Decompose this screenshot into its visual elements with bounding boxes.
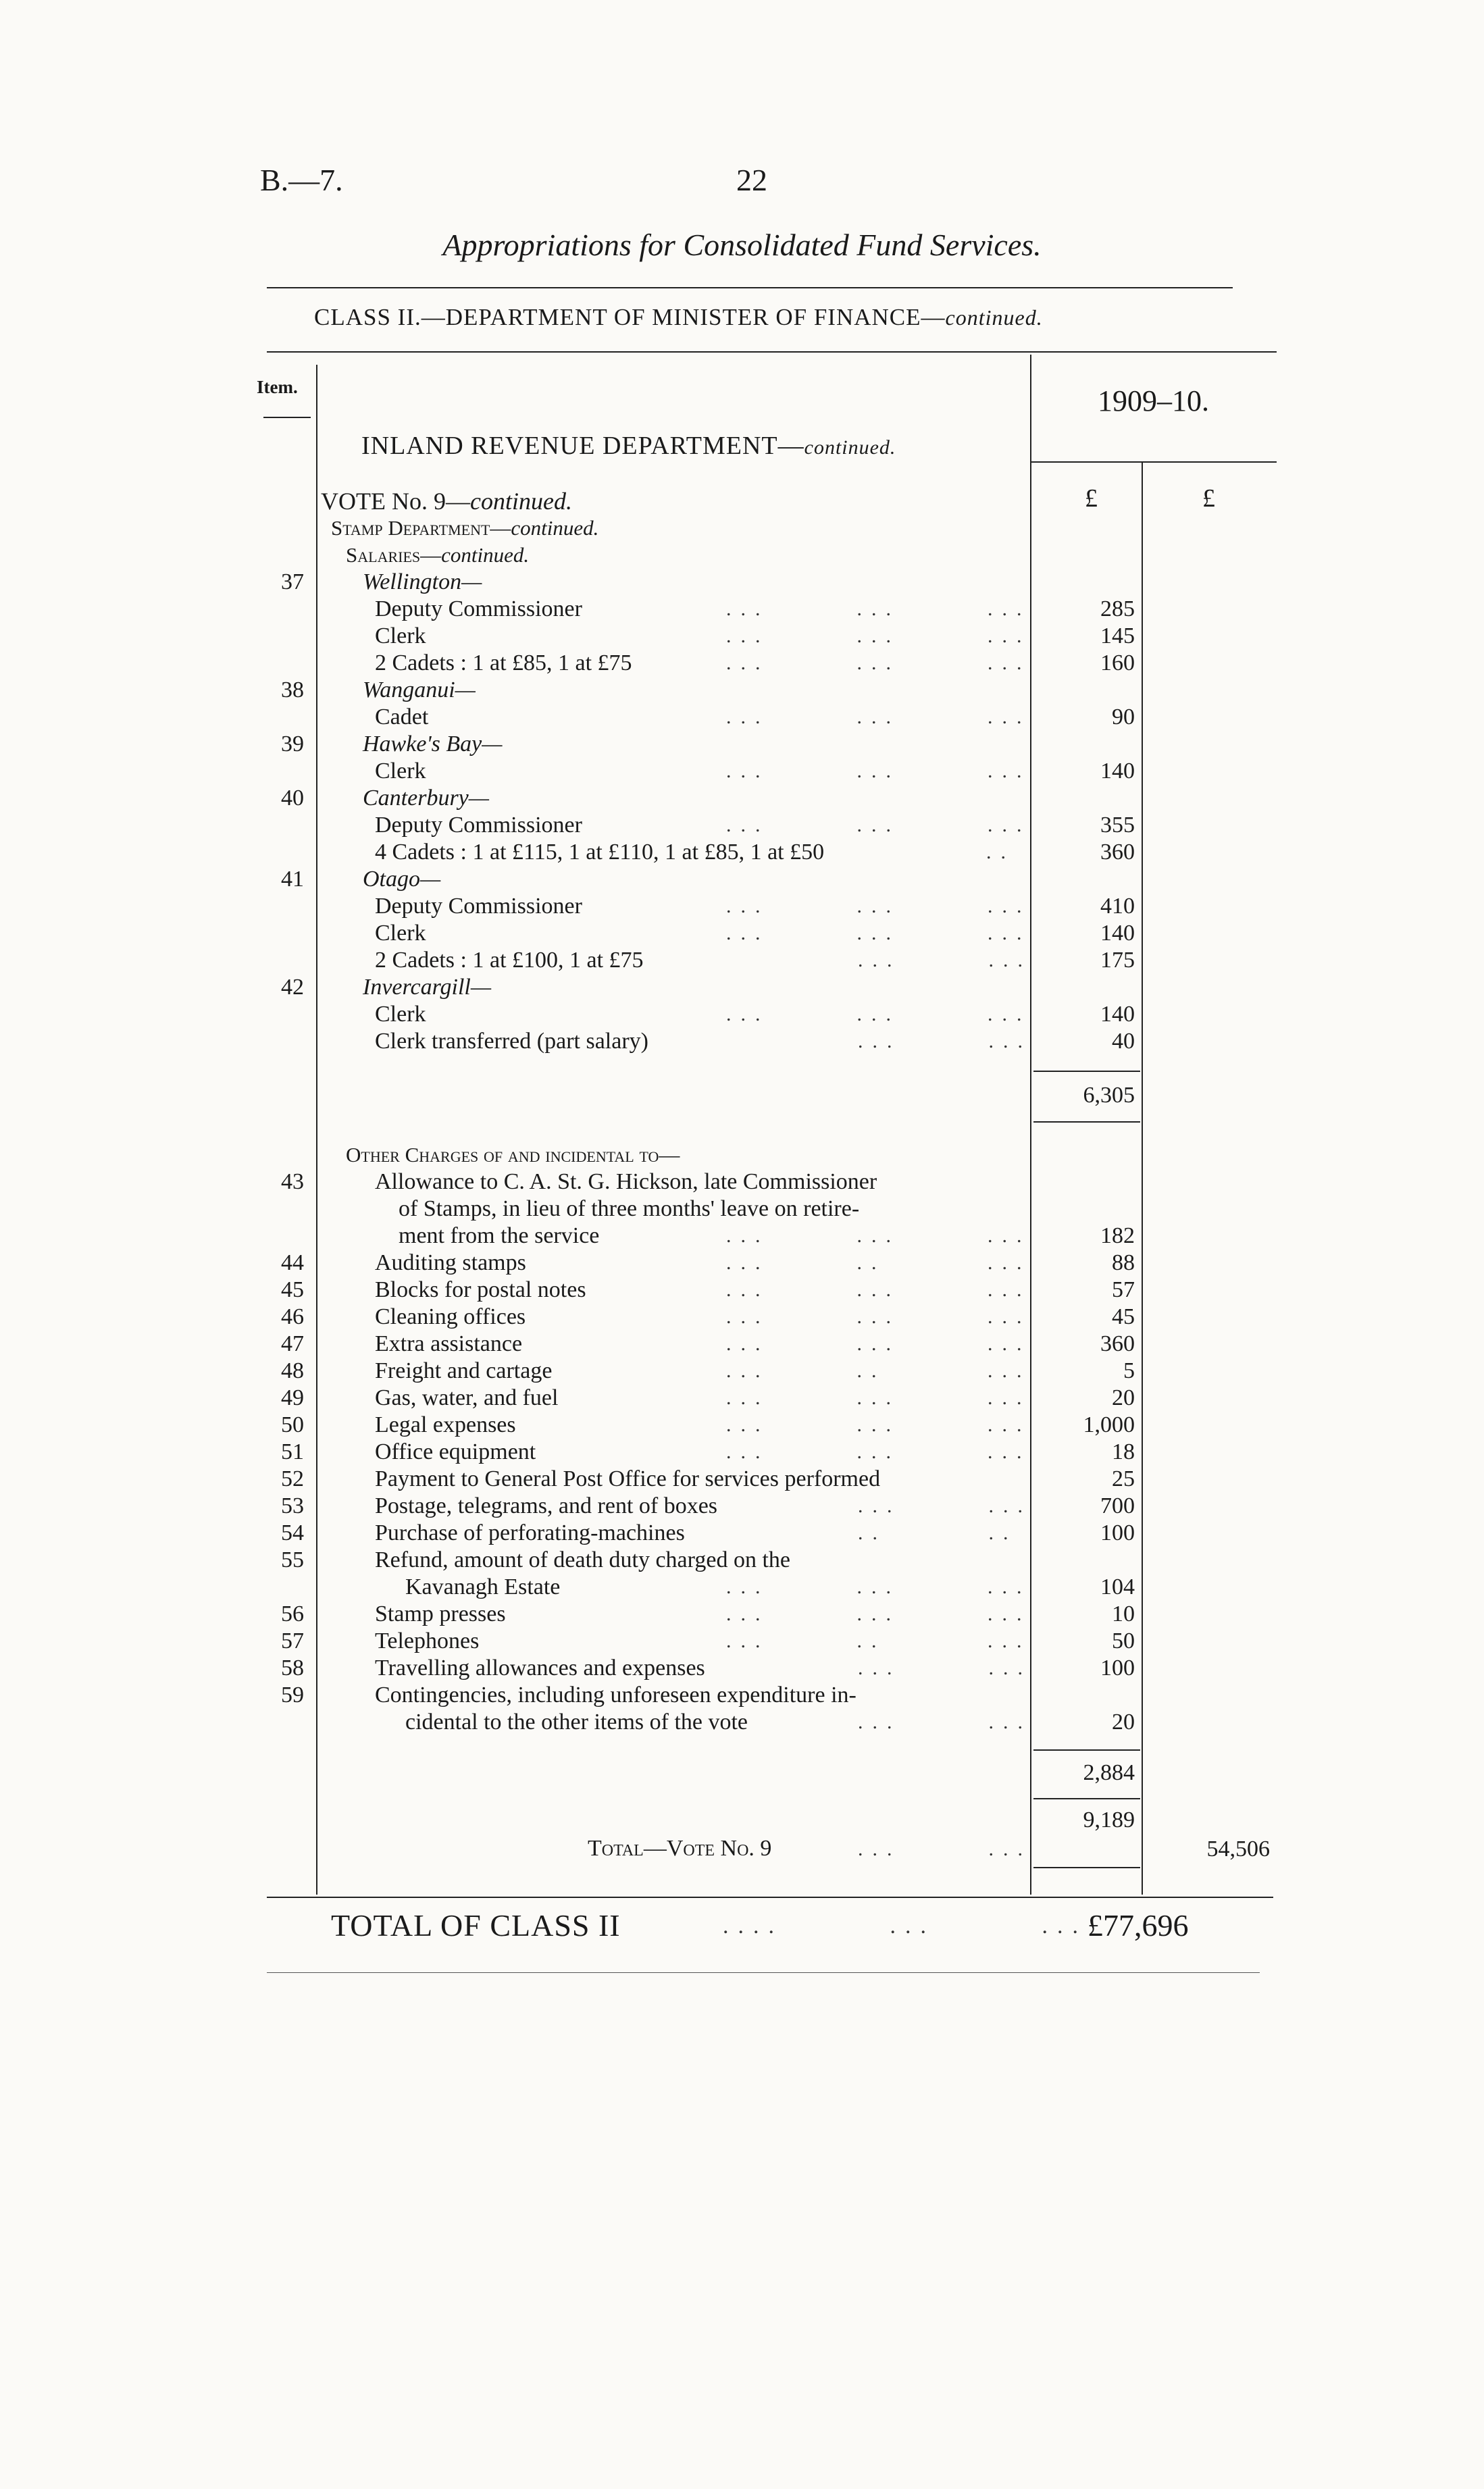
subtotal-rule bbox=[1033, 1749, 1140, 1751]
other-charges-heading: Other Charges of and incidental to— bbox=[346, 1143, 680, 1166]
salary-desc: Deputy Commissioner bbox=[375, 894, 582, 919]
item-number: 53 bbox=[281, 1493, 304, 1518]
leader-dots: ... ... ... bbox=[726, 1306, 1031, 1328]
vote-heading-main: VOTE No. 9— bbox=[321, 488, 470, 515]
item-number: 38 bbox=[281, 677, 304, 702]
page-title: Appropriations for Consolidated Fund Services. bbox=[442, 228, 1042, 262]
charge-desc: Legal expenses bbox=[375, 1412, 516, 1437]
charge-desc: Contingencies, including unforeseen expenditure in- bbox=[375, 1683, 856, 1708]
charge-desc: Telephones bbox=[375, 1628, 480, 1653]
item-number: 52 bbox=[281, 1466, 304, 1491]
item-number: 47 bbox=[281, 1331, 304, 1356]
charge-desc: Extra assistance bbox=[375, 1331, 523, 1356]
item-column-line bbox=[316, 365, 317, 1895]
leader-dots: .. .. bbox=[858, 1522, 1018, 1544]
charge-amount: 100 bbox=[1100, 1656, 1135, 1680]
salary-desc: Clerk bbox=[375, 759, 426, 784]
charge-desc: Office equipment bbox=[375, 1439, 536, 1464]
subtotal-rule bbox=[1033, 1071, 1140, 1072]
salary-amount: 175 bbox=[1100, 948, 1135, 973]
salary-amount: 40 bbox=[1112, 1029, 1135, 1054]
charge-amount: 700 bbox=[1100, 1493, 1135, 1518]
leader-dots: ... .. ... bbox=[726, 1630, 1031, 1652]
charge-amount: 360 bbox=[1100, 1331, 1135, 1356]
salary-desc: Clerk bbox=[375, 1002, 426, 1027]
charge-amount: 20 bbox=[1112, 1385, 1135, 1410]
item-number: 49 bbox=[281, 1385, 304, 1410]
class-total-label: TOTAL OF CLASS II bbox=[331, 1908, 621, 1943]
place-heading: Invercargill— bbox=[363, 975, 492, 1000]
salary-desc: Deputy Commissioner bbox=[375, 596, 582, 621]
charge-desc: Payment to General Post Office for services performed bbox=[375, 1466, 881, 1491]
charge-desc: Freight and cartage bbox=[375, 1358, 553, 1383]
place-heading: Otago— bbox=[363, 867, 441, 892]
item-number: 44 bbox=[281, 1250, 304, 1275]
class-heading-main: CLASS II.—DEPARTMENT OF MINISTER OF FINANCE— bbox=[314, 304, 946, 330]
department-suffix: continued. bbox=[804, 436, 896, 459]
salary-amount: 140 bbox=[1100, 759, 1135, 784]
item-number: 50 bbox=[281, 1412, 304, 1437]
salary-amount: 360 bbox=[1100, 840, 1135, 865]
leader-dots: ... ... ... bbox=[726, 598, 1031, 620]
leader-dots: ... ... ... bbox=[726, 1279, 1031, 1301]
leader-dots: ... ... ... bbox=[726, 1576, 1031, 1598]
leader-dots: ... ... ... bbox=[726, 895, 1031, 917]
leader-dots: ... ... ... bbox=[726, 1333, 1031, 1355]
department-heading bbox=[361, 431, 896, 461]
item-number: 51 bbox=[281, 1439, 304, 1464]
title-rule bbox=[267, 287, 1233, 288]
stamp-department-heading bbox=[331, 515, 598, 542]
charge-desc: of Stamps, in lieu of three months' leave on retire- bbox=[399, 1196, 860, 1221]
place-heading: Hawke's Bay— bbox=[363, 732, 503, 756]
charge-amount: 1,000 bbox=[1083, 1412, 1135, 1437]
salary-amount: 140 bbox=[1100, 921, 1135, 946]
leader-dots: ... ... bbox=[858, 949, 1032, 971]
vote-subtotal: 9,189 bbox=[1083, 1807, 1135, 1832]
salary-desc: 4 Cadets : 1 at £115, 1 at £110, 1 at £85, 1 at £50 bbox=[375, 840, 825, 865]
charge-desc: Postage, telegrams, and rent of boxes bbox=[375, 1493, 718, 1518]
item-number: 57 bbox=[281, 1628, 304, 1653]
charge-desc: Allowance to C. A. St. G. Hickson, late Commissioner bbox=[375, 1169, 877, 1194]
currency-symbol-2: £ bbox=[1202, 484, 1215, 513]
charge-desc: Gas, water, and fuel bbox=[375, 1385, 559, 1410]
leader-dots: ... ... bbox=[858, 1657, 1032, 1679]
charge-amount: 10 bbox=[1112, 1601, 1135, 1626]
item-number: 59 bbox=[281, 1683, 304, 1708]
item-number: 45 bbox=[281, 1277, 304, 1302]
item-number: 48 bbox=[281, 1358, 304, 1383]
salaries-suffix: continued. bbox=[441, 543, 530, 567]
department-main: INLAND REVENUE DEPARTMENT— bbox=[361, 432, 804, 460]
subtotal-rule bbox=[1033, 1121, 1140, 1123]
leader-dots: ... ... ... bbox=[726, 1387, 1031, 1409]
charge-desc: Refund, amount of death duty charged on the bbox=[375, 1547, 790, 1572]
charge-amount: 100 bbox=[1100, 1520, 1135, 1545]
subtotal-rule bbox=[1033, 1798, 1140, 1799]
item-underline bbox=[263, 417, 311, 418]
table-top-rule bbox=[267, 351, 1277, 353]
salary-amount: 410 bbox=[1100, 894, 1135, 919]
leader-dots: ... ... ... bbox=[726, 1603, 1031, 1625]
charge-desc: Purchase of perforating-machines bbox=[375, 1520, 685, 1545]
leader-dots: ... ... ... bbox=[726, 760, 1031, 782]
leader-dots: .. bbox=[986, 841, 1015, 863]
document-code: B.—7. bbox=[260, 163, 343, 197]
table-bottom-rule bbox=[267, 1897, 1273, 1898]
subtotal-rule bbox=[1033, 1867, 1140, 1868]
charge-desc: cidental to the other items of the vote bbox=[405, 1710, 748, 1735]
item-number: 46 bbox=[281, 1304, 304, 1329]
leader-dots: ... ... ... bbox=[726, 1003, 1031, 1025]
class-heading bbox=[314, 304, 1043, 331]
item-number: 41 bbox=[281, 867, 304, 892]
item-number: 55 bbox=[281, 1547, 304, 1572]
salary-amount: 285 bbox=[1100, 596, 1135, 621]
salary-amount: 140 bbox=[1100, 1002, 1135, 1027]
charge-amount: 20 bbox=[1112, 1710, 1135, 1735]
charge-amount: 88 bbox=[1112, 1250, 1135, 1275]
item-number: 39 bbox=[281, 732, 304, 756]
item-number: 43 bbox=[281, 1169, 304, 1194]
leader-dots: ... .. ... bbox=[726, 1360, 1031, 1382]
leader-dots: ... ... bbox=[858, 1495, 1032, 1517]
charge-desc: Cleaning offices bbox=[375, 1304, 526, 1329]
charge-amount: 5 bbox=[1123, 1358, 1135, 1383]
class-heading-suffix: continued. bbox=[945, 305, 1043, 330]
amount-column-line-2 bbox=[1142, 463, 1143, 1895]
charge-amount: 25 bbox=[1112, 1466, 1135, 1491]
charge-amount: 104 bbox=[1100, 1574, 1135, 1599]
salaries-total: 6,305 bbox=[1083, 1083, 1135, 1108]
charge-amount: 182 bbox=[1100, 1223, 1135, 1248]
charge-desc: Travelling allowances and expenses bbox=[375, 1656, 705, 1680]
currency-symbol-1: £ bbox=[1085, 484, 1098, 513]
leader-dots: ... ... ... bbox=[726, 652, 1031, 674]
charge-amount: 45 bbox=[1112, 1304, 1135, 1329]
leader-dots: ... ... ... bbox=[726, 1441, 1031, 1463]
stamp-department-suffix: continued. bbox=[511, 516, 599, 540]
charge-desc: ment from the service bbox=[399, 1223, 600, 1248]
other-charges-total: 2,884 bbox=[1083, 1760, 1135, 1785]
salaries-main: Salaries— bbox=[346, 543, 442, 567]
item-number: 40 bbox=[281, 786, 304, 811]
vote-heading bbox=[321, 488, 572, 515]
year-underline bbox=[1030, 461, 1277, 463]
page-number: 22 bbox=[736, 163, 767, 197]
salary-desc: 2 Cadets : 1 at £100, 1 at £75 bbox=[375, 948, 644, 973]
charge-desc: Kavanagh Estate bbox=[405, 1574, 561, 1599]
salary-amount: 160 bbox=[1100, 650, 1135, 675]
leader-dots: ... ... ... bbox=[726, 922, 1031, 944]
leader-dots: ... ... bbox=[858, 1711, 1032, 1733]
leader-dots: ... ... bbox=[858, 1030, 1032, 1052]
item-number: 56 bbox=[281, 1601, 304, 1626]
leader-dots: ... ... ... bbox=[726, 1414, 1031, 1436]
footer-rule bbox=[267, 1972, 1260, 1973]
salary-desc: 2 Cadets : 1 at £85, 1 at £75 bbox=[375, 650, 632, 675]
leader-dots: ... ... ... bbox=[726, 1225, 1031, 1247]
stamp-department-main: Stamp Department— bbox=[331, 516, 511, 540]
charge-desc: Auditing stamps bbox=[375, 1250, 526, 1275]
place-heading: Canterbury— bbox=[363, 786, 489, 811]
item-number: 58 bbox=[281, 1656, 304, 1680]
charge-amount: 50 bbox=[1112, 1628, 1135, 1653]
charge-desc: Blocks for postal notes bbox=[375, 1277, 586, 1302]
vote-total-label: Total—Vote No. 9 bbox=[588, 1836, 772, 1861]
salary-amount: 145 bbox=[1100, 623, 1135, 648]
place-heading: Wanganui— bbox=[363, 677, 476, 702]
year-column-header: 1909–10. bbox=[1098, 384, 1209, 417]
vote-total: 54,506 bbox=[1206, 1837, 1270, 1862]
charge-amount: 57 bbox=[1112, 1277, 1135, 1302]
leader-dots: ... .. ... bbox=[726, 1252, 1031, 1274]
item-number: 54 bbox=[281, 1520, 304, 1545]
salary-desc: Deputy Commissioner bbox=[375, 813, 582, 838]
salary-desc: Clerk bbox=[375, 921, 426, 946]
salary-desc: Clerk bbox=[375, 623, 426, 648]
leader-dots: ... ... ... bbox=[726, 814, 1031, 836]
salary-amount: 90 bbox=[1112, 704, 1135, 729]
item-column-header: Item. bbox=[257, 377, 298, 397]
item-number: 37 bbox=[281, 569, 304, 594]
charge-amount: 18 bbox=[1112, 1439, 1135, 1464]
salary-amount: 355 bbox=[1100, 813, 1135, 838]
salaries-heading bbox=[346, 542, 529, 569]
item-number: 42 bbox=[281, 975, 304, 1000]
vote-heading-suffix: continued. bbox=[469, 488, 572, 515]
leader-dots: .... ... ... bbox=[723, 1914, 1088, 1939]
place-heading: Wellington— bbox=[363, 569, 482, 594]
leader-dots: ... ... ... bbox=[726, 625, 1031, 647]
salary-desc: Clerk transferred (part salary) bbox=[375, 1029, 648, 1054]
class-total-value: £77,696 bbox=[1088, 1908, 1189, 1943]
leader-dots: ... ... ... bbox=[726, 706, 1031, 728]
charge-desc: Stamp presses bbox=[375, 1601, 506, 1626]
salary-desc: Cadet bbox=[375, 704, 429, 729]
leader-dots: ... ... bbox=[858, 1838, 1032, 1860]
